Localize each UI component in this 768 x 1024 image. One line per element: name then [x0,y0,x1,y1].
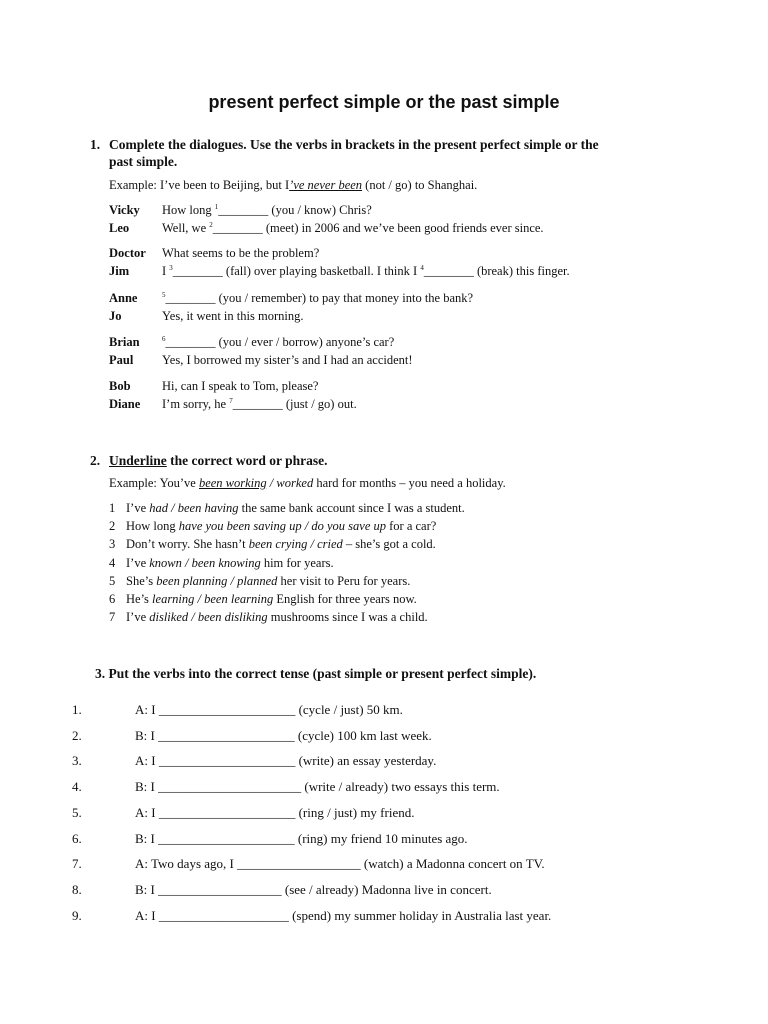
section1-example [109,178,477,193]
dialogue-text: What seems to be the problem? [162,246,320,260]
item-number: 3. [72,753,82,769]
example-pre: I’ve been to Beijing, but I [160,178,290,192]
item-number: 7. [72,856,82,872]
dialogue-line [162,397,357,412]
dialogue-text: ________ (you / ever / borrow) anyone’s car? [165,335,395,349]
speaker-name: Leo [109,221,130,235]
item-number: 5. [72,804,82,820]
gap-number: 7 [229,397,233,405]
gap-number: 3 [169,264,173,272]
section2-example [109,476,506,491]
dialogue-text: I [162,264,170,278]
list-item: B: I ______________________ (write / already) two essays this term. [135,779,500,795]
item-text: Don’t worry. She hasn’t [126,537,249,552]
item-text: I’ve [126,555,150,570]
section3-heading: 3. Put the verbs into the correct tense (past simple or present perfect simple). [95,666,537,681]
item-options: been crying / cried [248,537,343,552]
dialogue-line [162,335,394,350]
dialogue-text: ________ (fall) over playing basketball. I think I [172,264,418,278]
item-options: been planning / planned [156,573,278,588]
list-item: A: I _____________________ (cycle / just) 50 km. [135,702,403,717]
item-options: known / been knowing [149,555,261,570]
dialogue-line [162,353,413,368]
item-number: 3 [109,537,116,552]
dialogue-line [162,309,303,324]
item-number: 6 [109,592,116,606]
list-item: B: I ___________________ (see / already) Madonna live in concert. [135,881,492,897]
item-text: the same bank account since I was a student. [238,501,465,515]
item-text: He’s [126,592,153,606]
item-number: 2 [109,519,116,534]
gap-number: 6 [162,335,166,343]
dialogue-text: ________ (just / go) out. [232,397,357,411]
gap-number: 2 [209,221,213,229]
example-label: Example: [109,178,157,192]
item-text: him for years. [260,555,334,570]
speaker-name: Paul [109,353,134,367]
section1-heading-line2: past simple. [109,154,178,169]
dialogue-text: How long [162,203,215,217]
speaker-name: Anne [109,291,138,305]
speaker-name: Diane [109,397,141,411]
item-number: 1 [109,501,116,515]
item-options: had / been having [149,501,239,515]
item-number: 4. [72,779,82,795]
dialogue-text: ________ (break) this finger. [423,264,570,278]
list-item: A: I ____________________ (spend) my summer holiday in Australia last year. [135,907,552,923]
section2-heading [109,452,327,469]
example-slash: / [269,476,274,490]
item-number: 5 [109,573,116,588]
item-number: 4 [109,555,116,570]
dialogue-text: I’m sorry, he [162,397,230,411]
section2-number: 2. [90,453,101,468]
speaker-name: Vicky [109,203,140,217]
item-number: 9. [72,907,82,923]
list-item: A: I _____________________ (ring / just) my friend. [135,804,415,820]
speaker-name: Brian [109,335,140,349]
speaker-name: Jo [109,309,122,323]
item-text: I’ve [126,501,150,515]
list-item [126,556,334,571]
dialogue-line [162,291,473,306]
item-text: How long [126,519,179,534]
item-number: 7 [109,610,116,625]
list-item [126,592,417,607]
example-option-2: worked [276,476,314,490]
dialogue-text: Yes, I borrowed my sister’s and I had an accident! [162,353,413,367]
dialogue-text: ________ (meet) in 2006 and we’ve been good friends ever since. [212,221,544,235]
item-number: 1. [72,702,82,717]
section1-heading-line1: Complete the dialogues. Use the verbs in brackets in the present perfect simple or the [109,137,599,152]
dialogue-line [162,246,319,261]
speaker-name: Doctor [109,246,146,260]
item-number: 8. [72,881,82,897]
item-number: 2. [72,727,82,743]
section2-heading-underlined: Underline [109,453,167,468]
item-options: learning / been learning [152,592,274,606]
list-item [126,501,465,516]
dialogue-text: ________ (you / know) Chris? [218,203,372,217]
example-pre: You’ve [159,476,196,490]
list-item: A: Two days ago, I ___________________ (watch) a Madonna concert on TV. [135,856,545,872]
list-item [126,574,410,589]
speaker-name: Jim [109,264,130,278]
dialogue-line [162,264,570,279]
gap-number: 5 [162,291,166,299]
list-item: A: I _____________________ (write) an essay yesterday. [135,753,437,769]
dialogue-line [162,203,372,218]
page-title: present perfect simple or the past simple [208,92,560,112]
item-text: I’ve [126,610,150,625]
item-text: – she’s got a cold. [342,537,436,552]
dialogue-line [162,221,544,236]
list-item [126,519,436,534]
example-post: (not / go) to Shanghai. [365,178,478,192]
example-post: hard for months – you need a holiday. [316,476,506,490]
example-label: Example: [109,476,157,490]
section2-heading-rest: the correct word or phrase. [170,453,328,468]
item-text: She’s [126,573,157,588]
dialogue-line [162,379,318,394]
item-text: for a car? [386,519,437,534]
list-item [126,610,428,625]
item-text: English for three years now. [273,592,417,606]
dialogue-text: Well, we [162,221,210,235]
section1-number: 1. [90,137,101,152]
item-text: her visit to Peru for years. [277,573,411,588]
example-option-1: been working [198,476,267,490]
list-item: B: I _____________________ (ring) my friend 10 minutes ago. [135,830,468,846]
example-answer: ’ve never been [289,178,363,192]
dialogue-text: Yes, it went in this morning. [162,309,304,323]
list-item [126,537,436,552]
item-options: disliked / been disliking [149,610,268,625]
gap-number: 1 [214,203,219,211]
speaker-name: Bob [109,379,131,393]
item-number: 6. [72,830,82,846]
gap-number: 4 [420,264,424,272]
dialogue-text: Hi, can I speak to Tom, please? [162,379,319,393]
item-text: mushrooms since I was a child. [267,610,428,625]
list-item: B: I _____________________ (cycle) 100 km last week. [135,727,432,743]
dialogue-text: ________ (you / remember) to pay that money into the bank? [165,291,474,305]
section1-heading [109,136,709,170]
item-options: have you been saving up / do you save up [178,519,387,534]
